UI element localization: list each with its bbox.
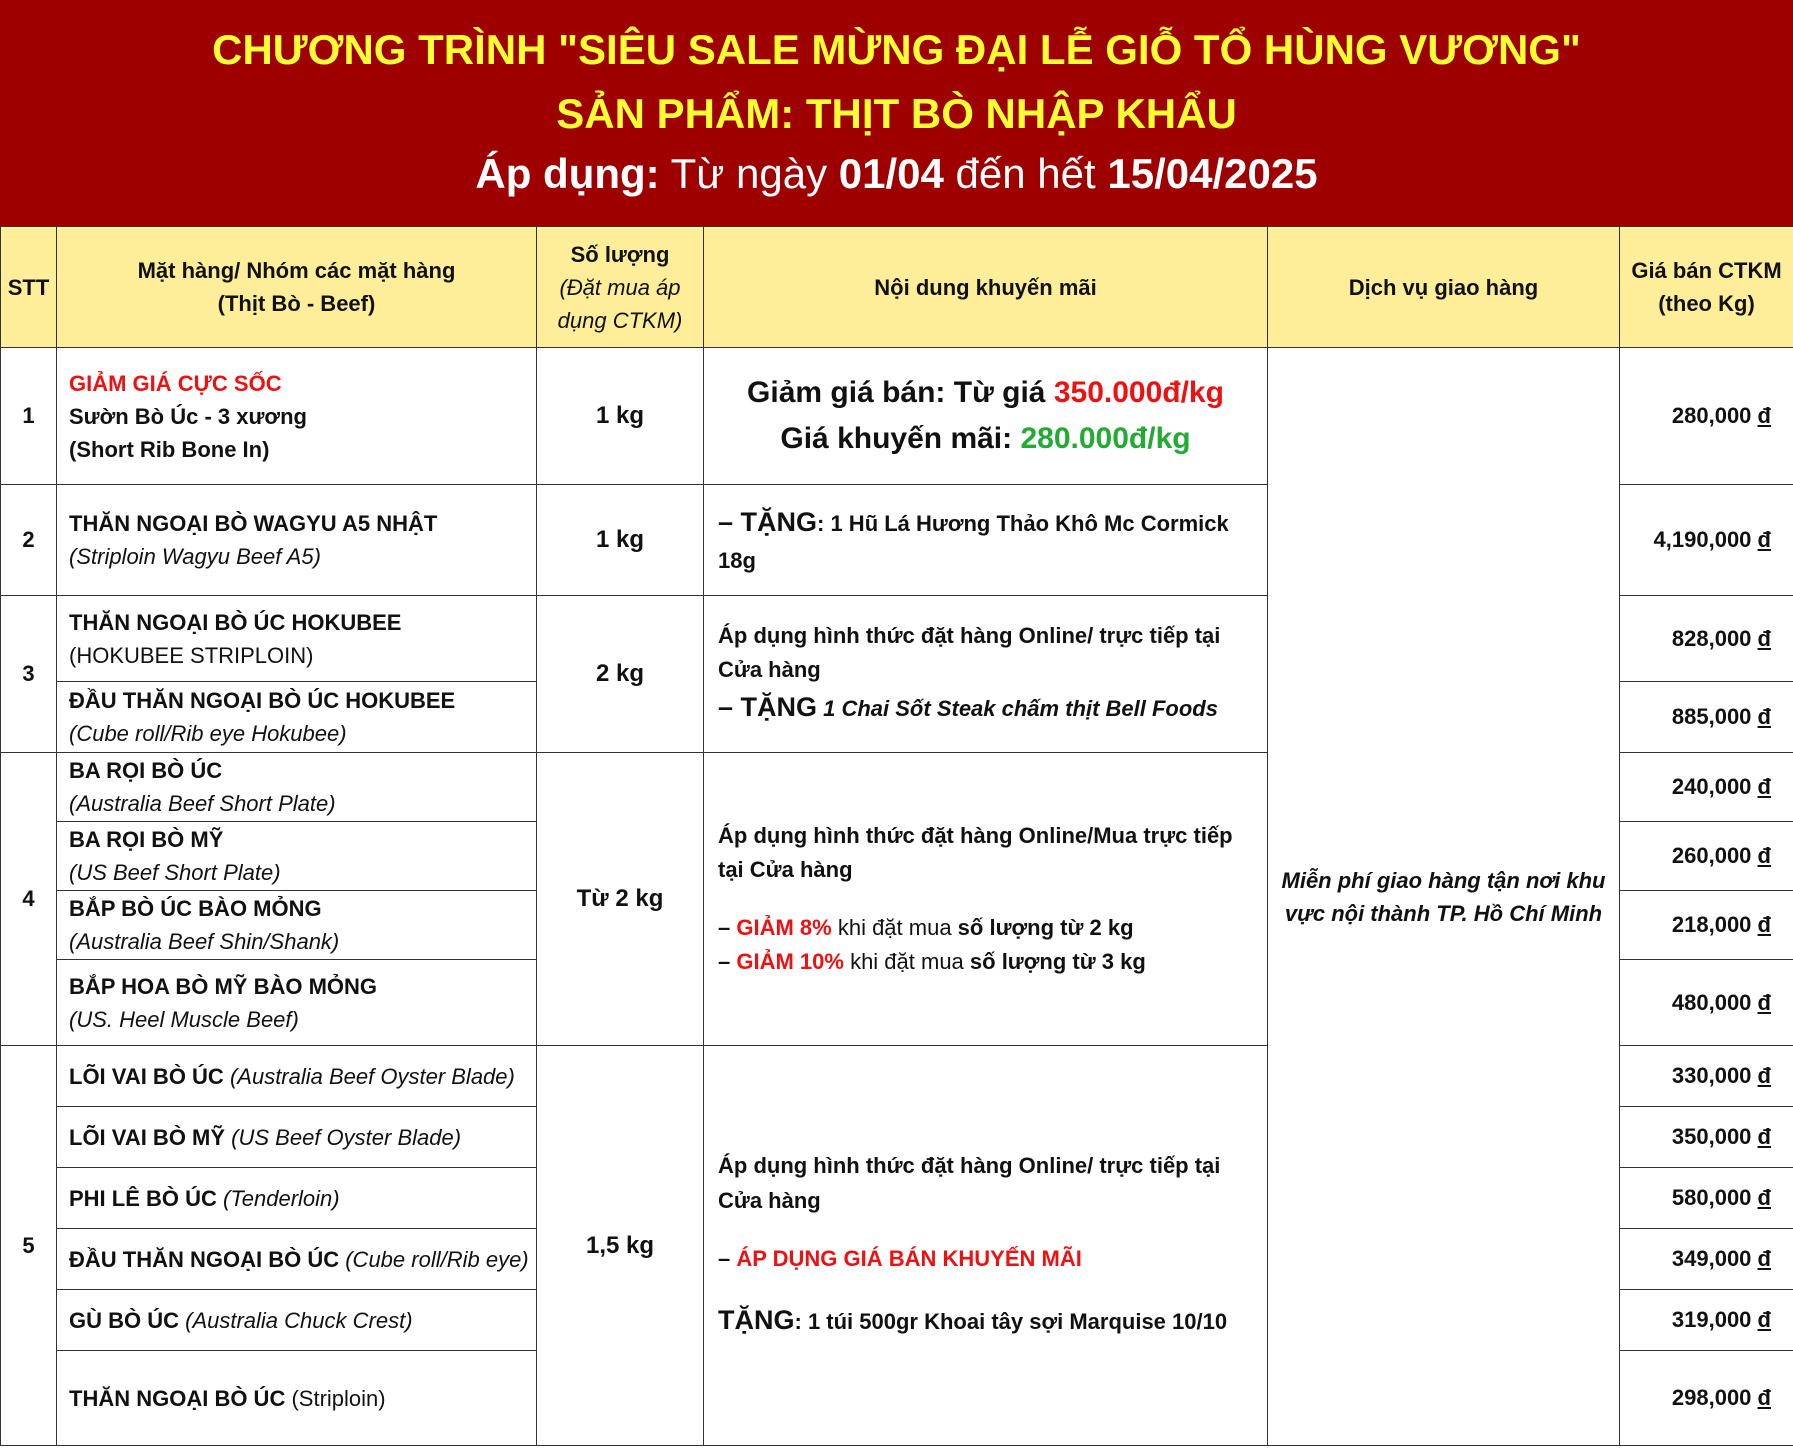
product-cell — [57, 1168, 537, 1229]
table-row — [1, 348, 1793, 485]
product-cell — [57, 348, 537, 485]
price-cell: 260,000 đ — [1620, 822, 1793, 891]
product-english-name: (US Beef Oyster Blade) — [231, 1124, 462, 1150]
product-name: PHI LÊ BÒ ÚC — [69, 1185, 217, 1211]
product-cell — [57, 1229, 537, 1290]
product-cell — [57, 485, 537, 596]
from-text: Từ ngày — [659, 150, 839, 197]
product-cell — [57, 753, 537, 822]
product-name: BA RỌI BÒ ÚC — [69, 758, 223, 783]
price-cell: 319,000 đ — [1620, 1290, 1793, 1351]
product-name: THĂN NGOẠI BÒ ÚC — [69, 1385, 286, 1411]
to-text: đến hết — [943, 150, 1108, 197]
header-stt: STT — [1, 227, 57, 348]
stt-cell: 5 — [1, 1046, 57, 1446]
qty-cell: 2 kg — [537, 596, 704, 753]
product-english-name: (Australia Chuck Crest) — [185, 1307, 413, 1333]
promo-cell: Áp dụng hình thức đặt hàng Online/ trực tiếp tại Cửa hàng – ÁP DỤNG GIÁ BÁN KHUYẾN MÃI TẶNG: 1 túi 500gr Khoai tây sợi Marquise 10/10 — [704, 1046, 1268, 1446]
qty-cell: 1 kg — [537, 485, 704, 596]
qty-cell: 1,5 kg — [537, 1046, 704, 1446]
product-name: LÕI VAI BÒ ÚC — [69, 1063, 224, 1089]
product-english-name: (Australia Beef Short Plate) — [69, 791, 336, 816]
original-price: 350.000đ/kg — [1053, 375, 1224, 409]
product-english-name: (Cube roll/Rib eye Hokubee) — [69, 721, 347, 746]
to-date: 15/04/2025 — [1107, 150, 1318, 197]
header-delivery: Dịch vụ giao hàng — [1268, 227, 1620, 348]
banner-title: CHƯƠNG TRÌNH "SIÊU SALE MỪNG ĐẠI LỄ GIỖ TỔ HÙNG VƯƠNG" — [212, 26, 1581, 73]
header-product: Mặt hàng/ Nhóm các mặt hàng (Thịt Bò - Beef) — [57, 227, 537, 348]
stt-cell: 2 — [1, 485, 57, 596]
product-cell — [57, 822, 537, 891]
product-cell — [57, 1351, 537, 1446]
product-cell — [57, 891, 537, 960]
header-price: Giá bán CTKM (theo Kg) — [1620, 227, 1793, 348]
product-name: Sườn Bò Úc - 3 xương — [69, 403, 307, 429]
promo-table — [0, 226, 1793, 1446]
price-cell: 885,000 đ — [1620, 682, 1793, 753]
qty-cell: Từ 2 kg — [537, 753, 704, 1046]
promo-cell: Áp dụng hình thức đặt hàng Online/Mua trực tiếp tại Cửa hàng – GIẢM 8% khi đặt mua số lượng từ 2 kg – GIẢM 10% khi đặt mua số lượng từ 3 kg — [704, 753, 1268, 1046]
product-cell — [57, 682, 537, 753]
product-english-name: (Australia Beef Shin/Shank) — [69, 929, 340, 954]
product-english-name: (US Beef Short Plate) — [69, 860, 281, 885]
price-cell: 480,000 đ — [1620, 960, 1793, 1046]
product-name: BẮP HOA BÒ MỸ BÀO MỎNG — [69, 973, 378, 999]
product-english-name: (Striploin Wagyu Beef A5) — [69, 544, 321, 569]
price-cell: 4,190,000 đ — [1620, 485, 1793, 596]
product-name: GÙ BÒ ÚC — [69, 1307, 179, 1333]
product-cell — [57, 1107, 537, 1168]
product-name: BA RỌI BÒ MỸ — [69, 827, 224, 852]
qty-cell: 1 kg — [537, 348, 704, 485]
price-cell: 350,000 đ — [1620, 1107, 1793, 1168]
product-english-name: (US. Heel Muscle Beef) — [69, 1006, 299, 1032]
price-cell: 280,000 đ — [1620, 348, 1793, 485]
product-english-name: (Cube roll/Rib eye) — [345, 1246, 529, 1272]
stt-cell: 3 — [1, 596, 57, 753]
header-promo: Nội dung khuyến mãi — [704, 227, 1268, 348]
table-header-row — [1, 227, 1793, 348]
banner-date-range — [0, 150, 1793, 198]
from-date: 01/04 — [838, 150, 944, 197]
price-cell: 330,000 đ — [1620, 1046, 1793, 1107]
delivery-cell: Miễn phí giao hàng tận nơi khu vực nội thành TP. Hồ Chí Minh — [1268, 348, 1620, 1446]
price-cell: 828,000 đ — [1620, 596, 1793, 682]
promo-cell: Giảm giá bán: Từ giá 350.000đ/kg Giá khuyến mãi: 280.000đ/kg — [704, 348, 1268, 485]
product-name: ĐẦU THĂN NGOẠI BÒ ÚC HOKUBEE — [69, 688, 456, 713]
promo-cell: Áp dụng hình thức đặt hàng Online/ trực tiếp tại Cửa hàng – TẶNG 1 Chai Sốt Steak chấm thịt Bell Foods — [704, 596, 1268, 753]
promo-banner — [0, 0, 1793, 226]
stt-cell: 1 — [1, 348, 57, 485]
stt-cell: 4 — [1, 753, 57, 1046]
product-name: THĂN NGOẠI BÒ WAGYU A5 NHẬT — [69, 511, 438, 536]
product-name: THĂN NGOẠI BÒ ÚC HOKUBEE — [69, 609, 402, 635]
product-cell — [57, 596, 537, 682]
hot-deal-tag: GIẢM GIÁ CỰC SỐC — [69, 370, 282, 396]
product-name: BẮP BÒ ÚC BÀO MỎNG — [69, 896, 322, 921]
price-cell: 349,000 đ — [1620, 1229, 1793, 1290]
price-cell: 240,000 đ — [1620, 753, 1793, 822]
price-cell: 580,000 đ — [1620, 1168, 1793, 1229]
apply-label: Áp dụng: — [475, 150, 660, 197]
product-cell — [57, 1290, 537, 1351]
product-english-name: (Australia Beef Oyster Blade) — [229, 1063, 515, 1089]
product-name: LÕI VAI BÒ MỸ — [69, 1124, 226, 1150]
banner-product: SẢN PHẨM: THỊT BÒ NHẬP KHẨU — [556, 90, 1237, 137]
promo-cell: – TẶNG: 1 Hũ Lá Hương Thảo Khô Mc Cormick 18g — [704, 485, 1268, 596]
promo-price: 280.000đ/kg — [1020, 422, 1191, 455]
product-cell — [57, 960, 537, 1046]
header-qty: Số lượng (Đặt mua áp dụng CTKM) — [537, 227, 704, 348]
product-english-name: (Short Rib Bone In) — [69, 436, 270, 462]
product-cell — [57, 1046, 537, 1107]
product-name: ĐẦU THĂN NGOẠI BÒ ÚC — [69, 1246, 340, 1272]
product-english-name: (HOKUBEE STRIPLOIN) — [69, 642, 314, 668]
product-english-name: (Striploin) — [291, 1385, 386, 1411]
price-cell: 218,000 đ — [1620, 891, 1793, 960]
price-cell: 298,000 đ — [1620, 1351, 1793, 1446]
product-english-name: (Tenderloin) — [223, 1185, 340, 1211]
